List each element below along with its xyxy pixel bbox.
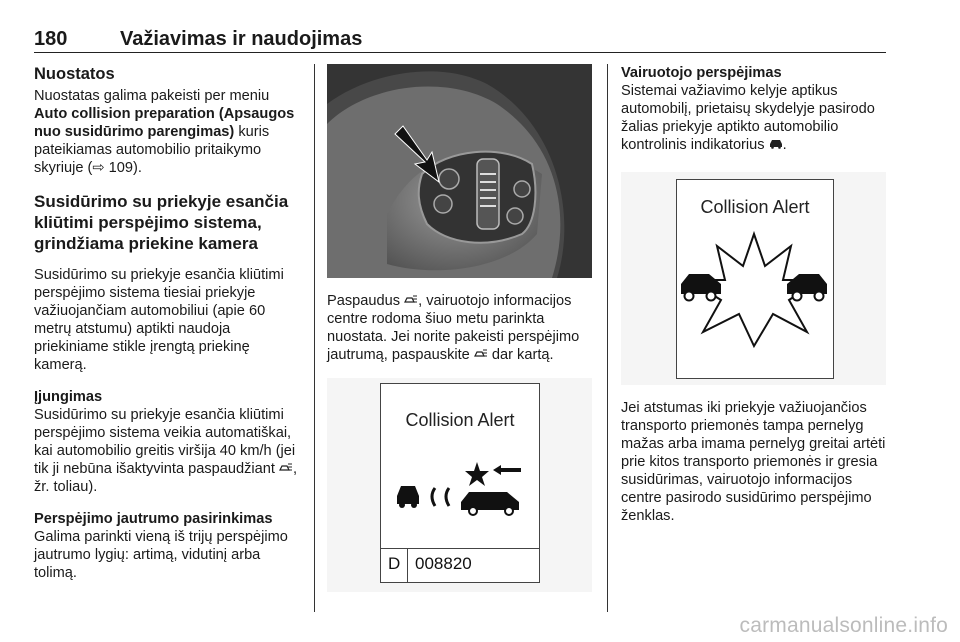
press-text: dar kartą. — [487, 347, 554, 363]
activation-paragraph — [34, 406, 302, 496]
collision-alert-display — [676, 179, 834, 379]
sensitivity-display-figure — [327, 378, 592, 592]
collision-star-icon — [679, 228, 829, 348]
warning-paragraph — [621, 82, 889, 154]
main-heading: Susidūrimo su priekyje esančia kliūtimi perspėjimo sistema, grindžiama priekine kamera — [34, 192, 289, 253]
warning-text: Sistemai važiavimo kelyje aptikus automobilį, prietaisų skydelyje pasirodo žalias priekyje aptikto automobilio kontrolinis indikatorius — [621, 83, 875, 153]
steering-wheel-illustration — [327, 64, 592, 278]
distance-paragraph: Jei atstumas iki priekyje važiuojančios transporto priemonės tampa pernelyg mažas arba imama pernelyg greitai artėti prie kitos transporto priemonės ir gresia susidūrimas, vairuotojo informacijos centre pasirodo susidūrimo perspėjimo ženklas. — [621, 400, 886, 524]
warning-text: . — [782, 137, 787, 153]
collision-alert-button-icon — [279, 462, 293, 476]
page-ref: 109). — [104, 160, 142, 176]
page-ref-icon: ⇨ — [92, 160, 105, 176]
activation-text: Susidūrimo su priekyje esančia kliūtimi perspėjimo sistema veikia automatiškai, kai automobilio greitis viršija 40 km/h (jei tik ji nebūna išaktyvinta paspaudžiant — [34, 407, 296, 477]
steering-wheel-photo — [327, 64, 592, 278]
settings-heading: Nuostatos — [34, 65, 115, 83]
display-letter: D — [388, 554, 401, 573]
collision-alert-title: Collision Alert — [700, 197, 810, 217]
settings-menu-name: Auto collision preparation (Apsaugos nuo susidūrimo parengimas) — [34, 106, 295, 140]
sensitivity-heading: Perspėjimo jautrumo pasirinkimas — [34, 511, 273, 527]
activation-text: , žr. toliau). — [34, 461, 298, 495]
collision-alert-button-icon — [474, 348, 488, 362]
settings-text: kuris pateikiamas automobilio pritaikymo skyriuje ( — [34, 124, 270, 176]
settings-paragraph — [34, 87, 302, 177]
watermark: carmanualsonline.info — [739, 614, 948, 637]
display-code: 008820 — [415, 554, 472, 573]
warning-heading: Vairuotojo perspėjimas — [621, 65, 782, 81]
sensitivity-paragraph: Galima parinkti vieną iš trijų perspėjimo jautrumo lygių: artimą, vidutinį arba tolimą. — [34, 529, 288, 581]
press-text: , vairuotojo informacijos centre rodoma šiuo metu parinkta nuostata. Jei norite pakeisti perspėjimo jautrumą, paspauskite — [327, 293, 580, 363]
vehicle-ahead-indicator-icon — [769, 138, 783, 152]
intro-paragraph: Susidūrimo su priekyje esančia kliūtimi perspėjimo sistema tiesiai priekyje važiuojančiam automobiliui (apie 60 metrų atstumu) aptikti naudoja priekiniame stikle įrengtą priekinę kamerą. — [34, 267, 284, 373]
column-divider — [607, 64, 608, 612]
column-middle — [327, 64, 595, 592]
column-right — [621, 64, 889, 525]
press-paragraph — [327, 292, 595, 364]
collision-alert-button-icon — [404, 294, 418, 308]
page-header — [34, 26, 886, 53]
vehicle-ahead-distance-icon — [389, 452, 531, 522]
settings-text: Nuostatas galima pakeisti per meniu — [34, 88, 270, 104]
column-left — [34, 64, 302, 582]
press-text: Paspaudus — [327, 293, 405, 309]
page-number: 180 — [34, 28, 68, 50]
driver-info-display — [380, 383, 540, 583]
column-divider — [314, 64, 315, 612]
display-alert-title: Collision Alert — [405, 410, 515, 430]
section-title: Važiavimas ir naudojimas — [120, 28, 363, 50]
collision-alert-figure — [621, 172, 886, 385]
activation-heading: Įjungimas — [34, 389, 103, 405]
